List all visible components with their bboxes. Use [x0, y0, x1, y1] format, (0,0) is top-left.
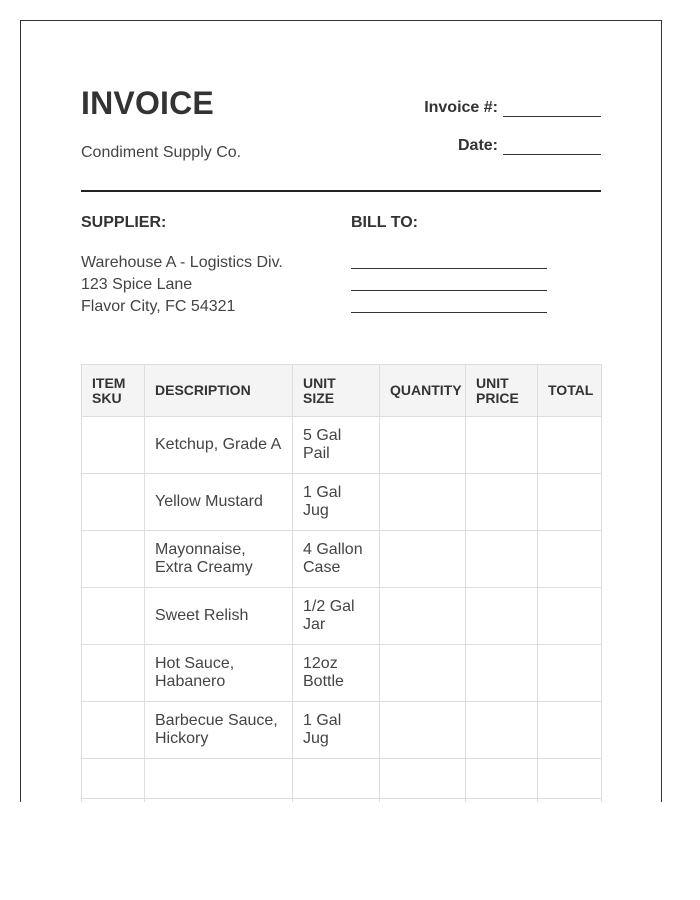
header-total: TOTAL	[538, 365, 602, 417]
unit-size-cell	[293, 759, 380, 799]
total-cell	[538, 645, 602, 702]
unit-price-cell	[466, 474, 538, 531]
unit-size-cell: 1 Gal Jug	[293, 474, 380, 531]
quantity-cell	[380, 474, 466, 531]
invoice-number-blank[interactable]	[503, 100, 601, 117]
item-sku-cell	[82, 417, 145, 474]
item-sku-cell	[82, 702, 145, 759]
bill-to-blanks	[351, 252, 547, 318]
unit-size-cell: 5 Gal Pail	[293, 417, 380, 474]
supplier-label: SUPPLIER:	[81, 214, 167, 231]
quantity-cell	[380, 588, 466, 645]
unit-price-cell	[466, 645, 538, 702]
company-name: Condiment Supply Co.	[81, 144, 242, 161]
header-divider	[81, 190, 601, 192]
unit-size-cell	[293, 799, 380, 803]
item-sku-cell	[82, 645, 145, 702]
bill-to-label: BILL TO:	[351, 214, 418, 231]
quantity-cell	[380, 759, 466, 799]
item-sku-cell	[82, 531, 145, 588]
header-item-sku: ITEM SKU	[82, 365, 145, 417]
total-cell	[538, 417, 602, 474]
unit-size-cell: 1 Gal Jug	[293, 702, 380, 759]
table-row	[82, 474, 602, 531]
quantity-cell	[380, 799, 466, 803]
table-header-row	[82, 365, 602, 417]
quantity-cell	[380, 531, 466, 588]
table-row	[82, 531, 602, 588]
table-row	[82, 588, 602, 645]
item-sku-cell	[82, 759, 145, 799]
item-sku-cell	[82, 799, 145, 803]
total-cell	[538, 759, 602, 799]
unit-price-cell	[466, 417, 538, 474]
supplier-address	[81, 252, 283, 318]
description-cell	[145, 759, 293, 799]
bill-to-blank-line[interactable]	[351, 291, 547, 313]
invoice-sheet	[20, 20, 662, 802]
total-cell	[538, 588, 602, 645]
date-blank[interactable]	[503, 138, 601, 155]
unit-price-cell	[466, 531, 538, 588]
supplier-address-line: 123 Spice Lane	[81, 276, 193, 293]
header-unit-price: UNIT PRICE	[466, 365, 538, 417]
unit-price-cell	[466, 588, 538, 645]
date-row	[458, 137, 601, 155]
supplier-address-line: Warehouse A - Logistics Div.	[81, 254, 283, 271]
description-cell: Sweet Relish	[145, 588, 293, 645]
total-cell	[538, 702, 602, 759]
unit-size-cell: 12oz Bottle	[293, 645, 380, 702]
unit-size-cell: 1/2 Gal Jar	[293, 588, 380, 645]
unit-price-cell	[466, 799, 538, 803]
date-label: Date:	[457, 137, 498, 154]
item-sku-cell	[82, 588, 145, 645]
invoice-title: INVOICE	[81, 85, 214, 121]
supplier-address-line: Flavor City, FC 54321	[81, 298, 236, 315]
description-cell: Barbecue Sauce, Hickory	[145, 702, 293, 759]
unit-price-cell	[466, 702, 538, 759]
items-table	[81, 364, 602, 802]
description-cell: Hot Sauce, Habanero	[145, 645, 293, 702]
header-unit-size: UNIT SIZE	[293, 365, 380, 417]
table-row	[82, 417, 602, 474]
description-cell	[145, 799, 293, 803]
table-row	[82, 645, 602, 702]
unit-size-cell: 4 Gallon Case	[293, 531, 380, 588]
quantity-cell	[380, 702, 466, 759]
header-description: DESCRIPTION	[145, 365, 293, 417]
table-row	[82, 702, 602, 759]
bill-to-blank-line[interactable]	[351, 269, 547, 291]
item-sku-cell	[82, 474, 145, 531]
quantity-cell	[380, 417, 466, 474]
unit-price-cell	[466, 759, 538, 799]
quantity-cell	[380, 645, 466, 702]
total-cell	[538, 799, 602, 803]
total-cell	[538, 474, 602, 531]
invoice-number-row	[424, 99, 601, 117]
invoice-number-label: Invoice #:	[424, 99, 498, 116]
items-table-body	[82, 417, 602, 803]
description-cell: Yellow Mustard	[145, 474, 293, 531]
total-cell	[538, 531, 602, 588]
table-row	[82, 759, 602, 799]
bill-to-blank-line[interactable]	[351, 252, 547, 269]
description-cell: Mayonnaise, Extra Creamy	[145, 531, 293, 588]
description-cell: Ketchup, Grade A	[145, 417, 293, 474]
table-row	[82, 799, 602, 803]
header-quantity: QUANTITY	[380, 365, 466, 417]
